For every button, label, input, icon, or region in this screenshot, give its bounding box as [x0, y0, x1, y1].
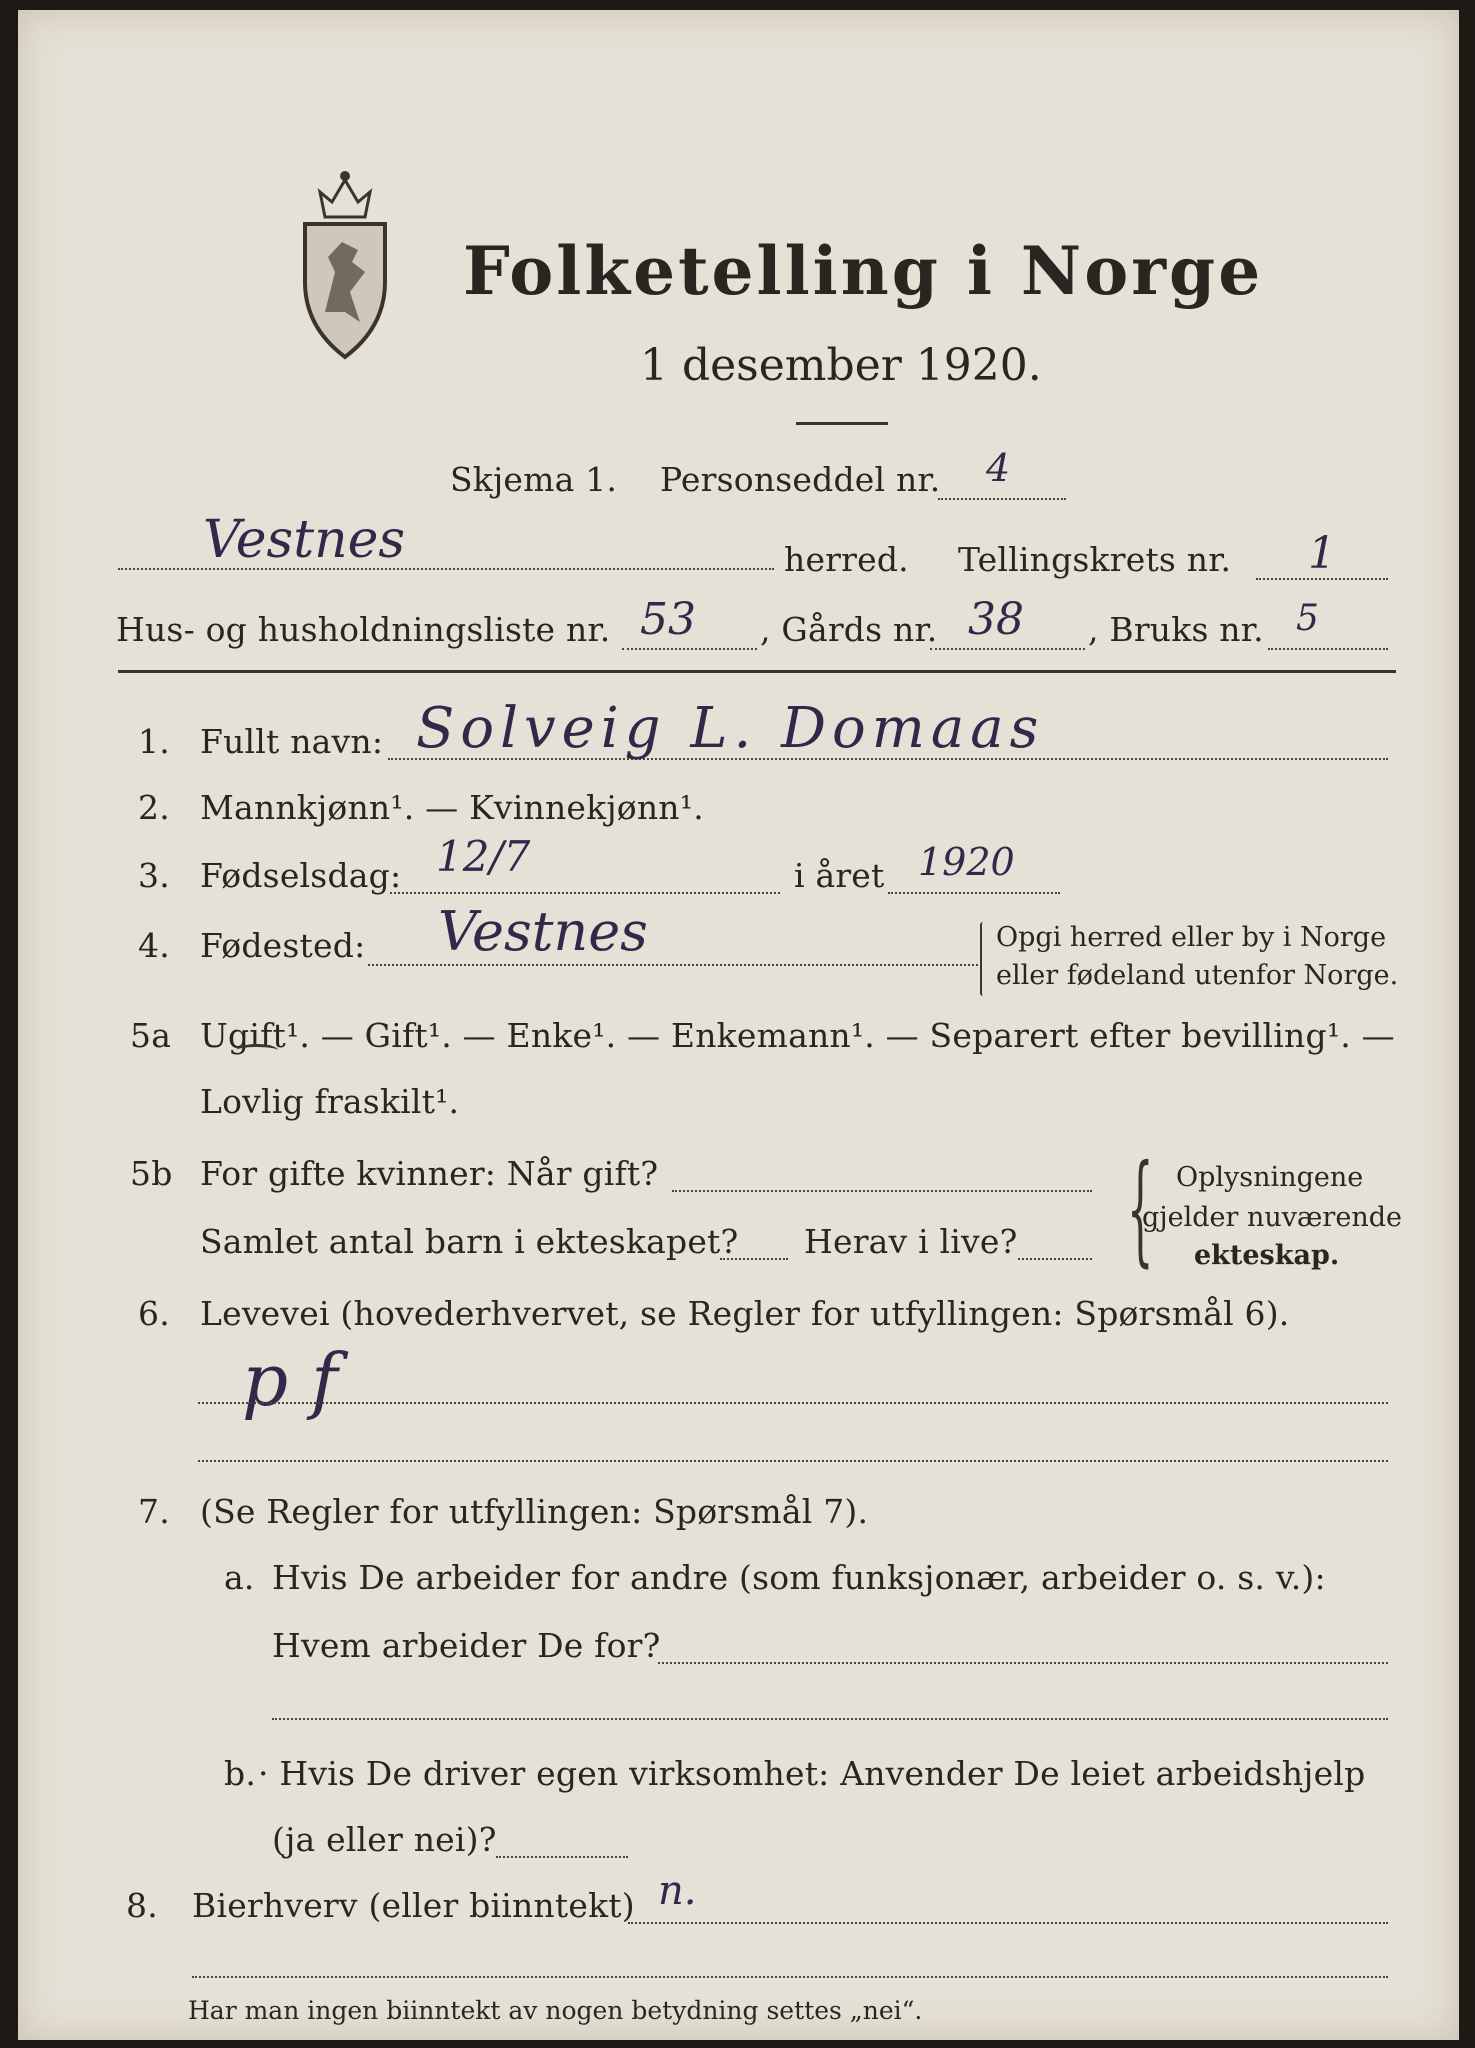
q5b-note-3: ekteskap.	[1194, 1240, 1340, 1271]
gards-value: 38	[968, 594, 1024, 645]
herred-line	[118, 568, 774, 570]
q4-brace	[980, 922, 986, 996]
q6-line-1	[198, 1402, 1388, 1404]
q7a-line-b	[272, 1718, 1388, 1720]
q4-number: 4.	[138, 926, 170, 965]
q4-note-1: Opgi herred eller by i Norge	[996, 922, 1387, 953]
q5a-mark	[236, 1044, 278, 1057]
q5b-note-2: gjelder nuværende	[1142, 1202, 1402, 1233]
skjema-label: Skjema 1.	[450, 460, 618, 499]
q3-year-label: i året	[794, 856, 885, 895]
q4-label: Fødested:	[200, 926, 366, 965]
q5b-gift-line	[672, 1190, 1092, 1192]
q5b-live-line	[1018, 1258, 1092, 1260]
q5b-number: 5b	[130, 1154, 173, 1193]
bruks-label: , Bruks nr.	[1088, 610, 1264, 649]
q5b-line-2a: Samlet antal barn i ekteskapet?	[200, 1222, 739, 1261]
header-rule	[118, 670, 1396, 673]
q7a-line-1: Hvis De arbeider for andre (som funksjonær, arbeider o. s. v.):	[272, 1558, 1326, 1597]
q7a-number: a.	[224, 1558, 255, 1597]
census-form-page	[18, 10, 1459, 2040]
q3-value: 12/7	[436, 832, 531, 881]
q5a-line-2: Lovlig fraskilt¹.	[200, 1082, 460, 1121]
q8-number: 8.	[126, 1886, 158, 1925]
q8-label: Bierhverv (eller biinntekt)	[192, 1886, 635, 1925]
q5b-line-1: For gifte kvinner: Når gift?	[200, 1154, 659, 1193]
footer-note: Har man ingen biinntekt av nogen betydning settes „nei“.	[188, 1996, 923, 2025]
q8-line-1	[628, 1922, 1388, 1924]
hus-line	[622, 648, 757, 650]
q6-label: Levevei (hovederhvervet, se Regler for utfyllingen: Spørsmål 6).	[200, 1294, 1290, 1333]
q3-line	[390, 892, 780, 894]
q5a-line-1: Ugift¹. — Gift¹. — Enke¹. — Enkemann¹. — Separert efter bevilling¹. —	[200, 1016, 1395, 1055]
hus-value: 53	[640, 594, 696, 645]
q8-value: n.	[658, 1868, 697, 1914]
q4-value: Vestnes	[438, 900, 648, 963]
q5b-note-1: Oplysningene	[1176, 1162, 1364, 1193]
personseddel-value: 4	[986, 446, 1011, 490]
q1-value: Solveig L. Domaas	[416, 696, 1045, 761]
q5a-number: 5a	[130, 1016, 172, 1055]
q4-line	[368, 964, 978, 966]
q1-number: 1.	[138, 722, 170, 761]
q5b-line-2b: Herav i live?	[804, 1222, 1018, 1261]
q7a-line-2: Hvem arbeider De for?	[272, 1626, 661, 1665]
herred-value: Vestnes	[203, 510, 406, 570]
tellingskrets-label: Tellingskrets nr.	[958, 540, 1232, 579]
q6-line-2	[198, 1460, 1388, 1462]
gards-label: , Gårds nr.	[760, 610, 938, 649]
form-date: 1 desember 1920.	[640, 340, 1042, 391]
personseddel-label: Personseddel nr.	[660, 460, 941, 499]
bruks-line	[1268, 648, 1388, 650]
form-title: Folketelling i Norge	[463, 232, 1264, 310]
q1-label: Fullt navn:	[200, 722, 384, 761]
personseddel-line	[938, 498, 1066, 500]
q7b-line	[496, 1856, 628, 1858]
q5b-brace: {	[1126, 1140, 1154, 1279]
hus-label: Hus- og husholdningsliste nr.	[116, 610, 611, 649]
q3-year-line	[888, 892, 1060, 894]
gards-line	[930, 648, 1085, 650]
q8-line-2	[192, 1976, 1388, 1978]
q2-number: 2.	[138, 788, 170, 827]
q5b-barn-line	[720, 1258, 788, 1260]
q6-number: 6.	[138, 1294, 170, 1333]
title-divider	[796, 422, 888, 425]
q3-label: Fødselsdag:	[200, 856, 402, 895]
q7-label: (Se Regler for utfyllingen: Spørsmål 7).	[200, 1492, 869, 1531]
coat-of-arms-icon	[290, 162, 400, 362]
q3-number: 3.	[138, 856, 170, 895]
herred-label: herred.	[784, 540, 909, 579]
bruks-value: 5	[1296, 598, 1319, 639]
q7b-number: b.	[224, 1754, 257, 1793]
q6-value: p f	[242, 1338, 338, 1422]
q7b-line-1: · Hvis De driver egen virksomhet: Anvender De leiet arbeidshjelp	[258, 1754, 1366, 1793]
q7-number: 7.	[138, 1492, 170, 1531]
q3-year-value: 1920	[918, 840, 1015, 884]
q2-label: Mannkjønn¹. — Kvinnekjønn¹.	[200, 788, 704, 827]
tellingskrets-value: 1	[1308, 528, 1336, 579]
q7a-line-a	[658, 1662, 1388, 1664]
q4-note-2: eller fødeland utenfor Norge.	[996, 960, 1399, 991]
q7b-line-2: (ja eller nei)?	[272, 1820, 497, 1859]
